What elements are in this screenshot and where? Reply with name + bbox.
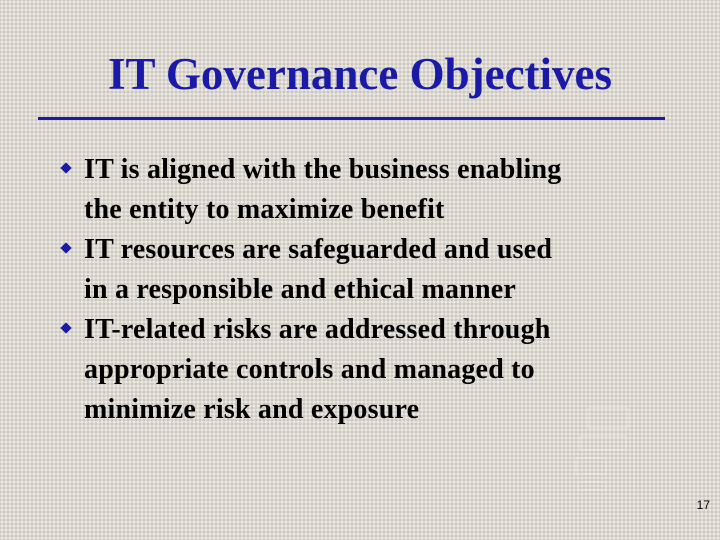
bullet-1-line-2: the entity to maximize benefit: [84, 194, 445, 225]
title-underline-rule: [38, 117, 665, 120]
bullet-2-line-1: IT resources are safeguarded and used: [84, 234, 553, 265]
bullet-item-2: [0, 230, 644, 310]
page-number: 17: [696, 498, 710, 512]
faint-watermark-graphic: [570, 402, 635, 494]
diamond-bullet-icon: [60, 242, 71, 253]
bullet-item-3: [0, 310, 644, 430]
watermark-icon: [570, 402, 634, 494]
bullet-3-line-1: IT-related risks are addressed through: [84, 314, 551, 345]
bullet-list: [0, 150, 720, 430]
bullet-1-line-1: IT is aligned with the business enabling: [84, 154, 562, 185]
bullet-3-line-3: minimize risk and exposure: [84, 394, 420, 425]
bullet-2-line-2: in a responsible and ethical manner: [84, 274, 516, 305]
bullet-3-line-2: appropriate controls and managed to: [84, 354, 535, 385]
bullet-item-1: [0, 150, 644, 230]
diamond-bullet-icon: [60, 322, 71, 333]
slide-title: IT Governance Objectives: [107, 49, 613, 99]
diamond-bullet-icon: [60, 162, 71, 173]
